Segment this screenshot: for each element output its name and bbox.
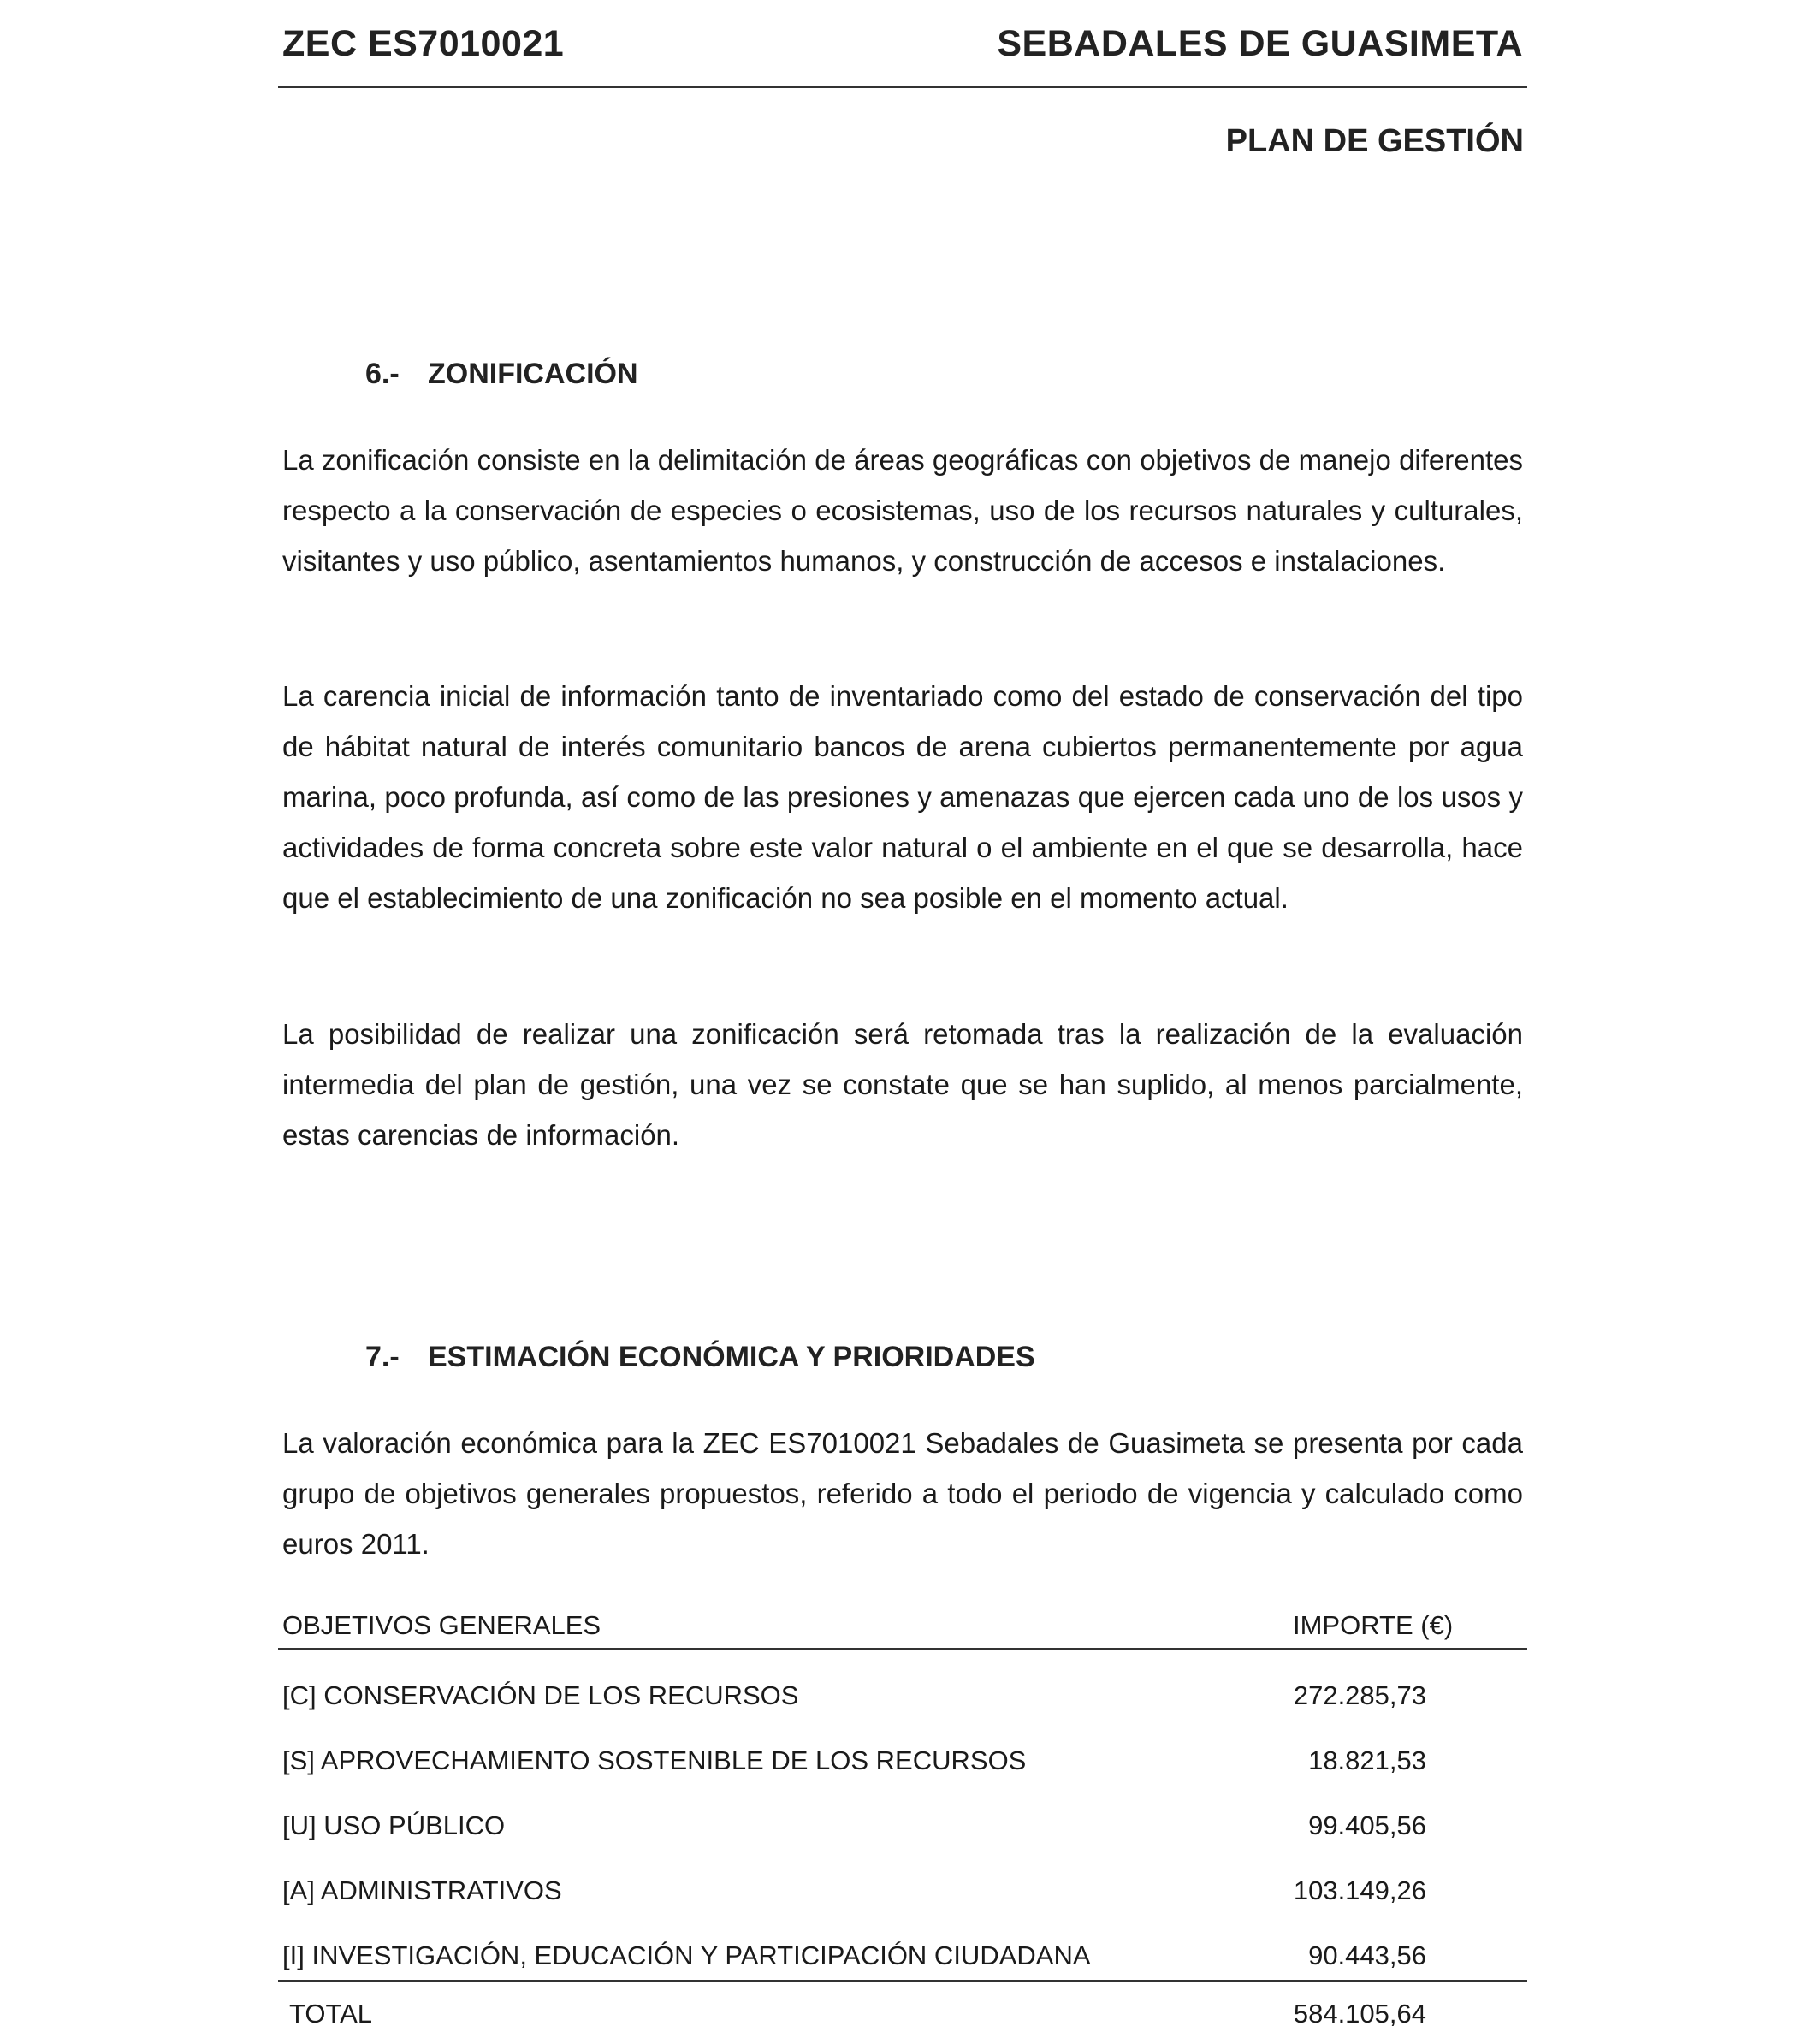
total-amount: 584.105,64 [1293,1999,1426,2029]
section-6-paragraph-2: La carencia inicial de información tanto de inventariado como del estado de conservación del tipo de hábitat natural de interés comunitario bancos de arena cubiertos permanentemente por agua marina, poco profunda, así como de las presiones y amenazas que ejercen cada uno de los usos y actividades de forma concreta sobre este valor natural o el ambiente en el que se desarrolla, hace que el establecimiento de una zonificación no sea posible en el momento actual. [282,680,1523,914]
section-7-title: ESTIMACIÓN ECONÓMICA Y PRIORIDADES [428,1341,1035,1373]
section-6-paragraph-1: La zonificación consiste en la delimitación de áreas geográficas con objetivos de manejo diferentes respecto a la conservación de especies o ecosistemas, uso de los recursos naturales y culturales, visitantes y uso público, asentamientos humanos, y construcción de accesos e instalaciones. [282,444,1523,577]
table-row [278,1863,1527,1928]
row-label: [S] APROVECHAMIENTO SOSTENIBLE DE LOS RECURSOS [282,1745,1027,1775]
section-7-heading [365,1338,1035,1376]
column-header-objectives: OBJETIVOS GENERALES [282,1610,601,1640]
section-6-paragraph-3: La posibilidad de realizar una zonificación será retomada tras la realización de la evaluación intermedia del plan de gestión, una vez se constate que se han suplido, al menos parcialmente, estas carencias de información. [282,1018,1523,1151]
table-header-row [278,1602,1527,1650]
header-site-name: SEBADALES DE GUASIMETA [997,23,1523,64]
header-site-code: ZEC ES7010021 [282,23,565,64]
section-6-title: ZONIFICACIÓN [428,358,638,390]
page-header [278,19,1527,68]
table-row [278,1798,1527,1863]
row-amount: 272.285,73 [1293,1680,1426,1710]
row-amount: 90.443,56 [1308,1940,1426,1970]
section-6-number: 6.- [365,358,400,390]
row-label: [I] INVESTIGACIÓN, EDUCACIÓN Y PARTICIPACIÓN CIUDADANA [282,1940,1091,1970]
row-amount: 103.149,26 [1293,1875,1426,1905]
section-7-number: 7.- [365,1341,400,1373]
row-label: [C] CONSERVACIÓN DE LOS RECURSOS [282,1680,799,1710]
row-amount: 99.405,56 [1308,1810,1426,1840]
table-row [278,1668,1527,1733]
section-7-paragraph-1: La valoración económica para la ZEC ES7010021 Sebadales de Guasimeta se presenta por cada grupo de objetivos generales propuestos, referido a todo el periodo de vigencia y calculado como euros 2011. [282,1427,1523,1560]
row-label: [A] ADMINISTRATIVOS [282,1875,562,1905]
document-subtitle: PLAN DE GESTIÓN [1225,123,1524,159]
table-row [278,1733,1527,1798]
row-label: [U] USO PÚBLICO [282,1810,506,1840]
budget-table [278,1602,1527,2041]
row-amount: 18.821,53 [1308,1745,1426,1775]
header-divider [278,86,1527,88]
section-6-heading [365,355,638,393]
table-row [278,1928,1527,1982]
column-header-amount: IMPORTE (€) [1293,1610,1454,1640]
table-total-row [278,1982,1527,2041]
total-label: TOTAL [289,1999,373,2029]
